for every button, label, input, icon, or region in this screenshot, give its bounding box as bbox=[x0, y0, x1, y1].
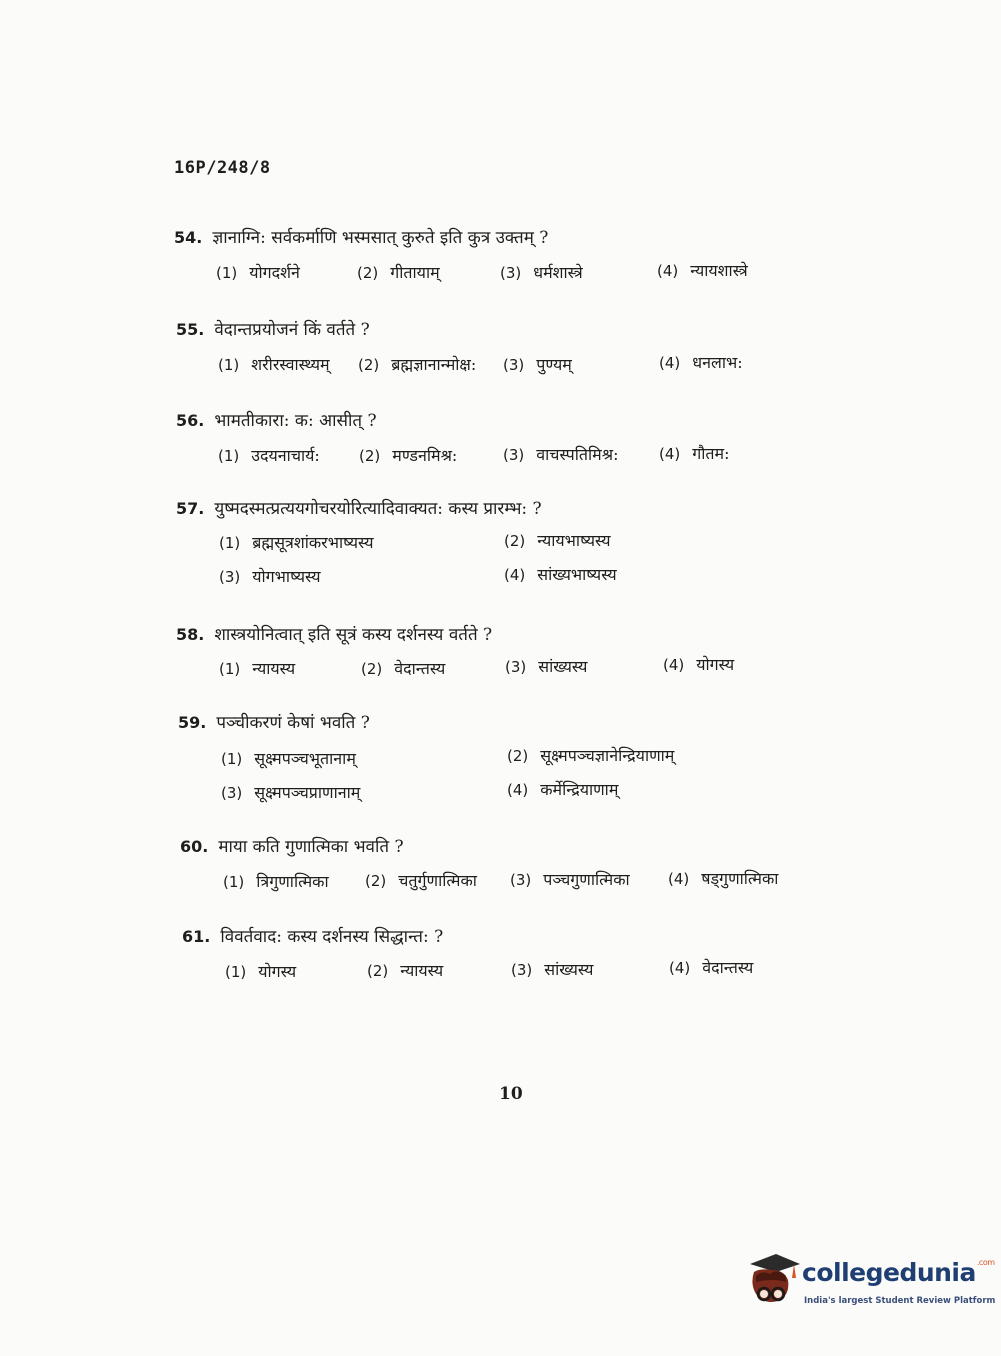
option-4: (4) वेदान्तस्य bbox=[669, 958, 754, 977]
option-1: (1) उदयनाचार्य: bbox=[218, 446, 320, 465]
question-text: वेदान्तप्रयोजनं किं वर्तते ? bbox=[214, 320, 370, 340]
option-1: (1) योगदर्शने bbox=[216, 263, 300, 282]
option-4: (4) कर्मेन्द्रियाणाम् bbox=[507, 780, 619, 799]
question-text: शास्त्रयोनित्वात् इति सूत्रं कस्य दर्शनस्य वर्तते ? bbox=[214, 625, 493, 645]
option-3: (3) सांख्यस्य bbox=[511, 960, 594, 979]
question-number: 57. bbox=[176, 499, 205, 518]
option-1: (1) ब्रह्मसूत्रशांकरभाष्यस्य bbox=[219, 533, 374, 552]
option-2: (2) न्यायस्य bbox=[367, 961, 444, 980]
option-4: (4) योगस्य bbox=[663, 655, 735, 674]
option-2: (2) गीतायाम् bbox=[357, 263, 440, 282]
option-2: (2) न्यायभाष्यस्य bbox=[504, 531, 611, 550]
question-text: पञ्चीकरणं केषां भवति ? bbox=[216, 713, 370, 733]
question-57 bbox=[0, 496, 1001, 586]
option-2: (2) चतुर्गुणात्मिका bbox=[365, 871, 477, 890]
question-number: 60. bbox=[180, 837, 209, 856]
option-4: (4) षड्गुणात्मिका bbox=[668, 869, 779, 888]
question-number: 56. bbox=[176, 411, 205, 430]
option-1: (1) न्यायस्य bbox=[219, 659, 296, 678]
option-1: (1) योगस्य bbox=[225, 962, 297, 981]
question-text: विवर्तवाद: कस्य दर्शनस्य सिद्धान्त: ? bbox=[220, 927, 444, 947]
question-55 bbox=[0, 317, 1001, 397]
question-61 bbox=[0, 924, 1001, 1004]
question-number: 61. bbox=[182, 927, 211, 946]
option-3: (3) सूक्ष्मपञ्चप्राणानाम् bbox=[221, 783, 361, 802]
page-number: 10 bbox=[499, 1084, 523, 1104]
option-3: (3) वाचस्पतिमिश्र: bbox=[503, 445, 619, 464]
option-4: (4) न्यायशास्त्रे bbox=[657, 261, 748, 280]
question-60 bbox=[0, 834, 1001, 914]
option-3: (3) सांख्यस्य bbox=[505, 657, 588, 676]
paper-code: 16P/248/8 bbox=[174, 158, 271, 178]
option-2: (2) मण्डनमिश्र: bbox=[359, 446, 458, 465]
option-2: (2) वेदान्तस्य bbox=[361, 659, 446, 678]
option-2: (2) सूक्ष्मपञ्चज्ञानेन्द्रियाणाम् bbox=[507, 746, 675, 765]
option-3: (3) पञ्चगुणात्मिका bbox=[510, 870, 630, 889]
collegedunia-logo bbox=[742, 1250, 996, 1320]
question-number: 55. bbox=[176, 320, 205, 339]
question-text: भामतीकारा: क: आसीत् ? bbox=[214, 411, 377, 431]
question-54 bbox=[0, 225, 1001, 305]
question-text: माया कति गुणात्मिका भवति ? bbox=[218, 837, 404, 857]
option-1: (1) सूक्ष्मपञ्चभूतानाम् bbox=[221, 749, 356, 768]
option-3: (3) पुण्यम् bbox=[503, 355, 572, 374]
question-number: 59. bbox=[178, 713, 207, 732]
logo-tagline: India's largest Student Review Platform bbox=[804, 1296, 996, 1306]
option-3: (3) धर्मशास्त्रे bbox=[500, 263, 583, 282]
question-56 bbox=[0, 408, 1001, 488]
option-4: (4) धनलाभ: bbox=[659, 353, 743, 372]
option-4: (4) सांख्यभाष्यस्य bbox=[504, 565, 617, 584]
question-59 bbox=[0, 710, 1001, 802]
question-text: ज्ञानाग्नि: सर्वकर्माणि भस्मसात् कुरुते इति कुत्र उक्तम् ? bbox=[212, 228, 549, 248]
option-4: (4) गौतम: bbox=[659, 444, 730, 463]
option-3: (3) योगभाष्यस्य bbox=[219, 567, 321, 586]
mascot-icon bbox=[742, 1250, 802, 1310]
option-1: (1) त्रिगुणात्मिका bbox=[223, 872, 329, 891]
question-58 bbox=[0, 622, 1001, 702]
option-1: (1) शरीरस्वास्थ्यम् bbox=[218, 355, 330, 374]
question-number: 58. bbox=[176, 625, 205, 644]
option-2: (2) ब्रह्मज्ञानान्मोक्ष: bbox=[358, 355, 477, 374]
logo-wordmark: collegedunia bbox=[802, 1258, 976, 1287]
logo-domain-suffix: .com bbox=[976, 1258, 995, 1267]
question-text: युष्मदस्मत्प्रत्ययगोचरयोरित्यादिवाक्यत: कस्य प्रारम्भ: ? bbox=[214, 499, 542, 519]
question-number: 54. bbox=[174, 228, 203, 247]
